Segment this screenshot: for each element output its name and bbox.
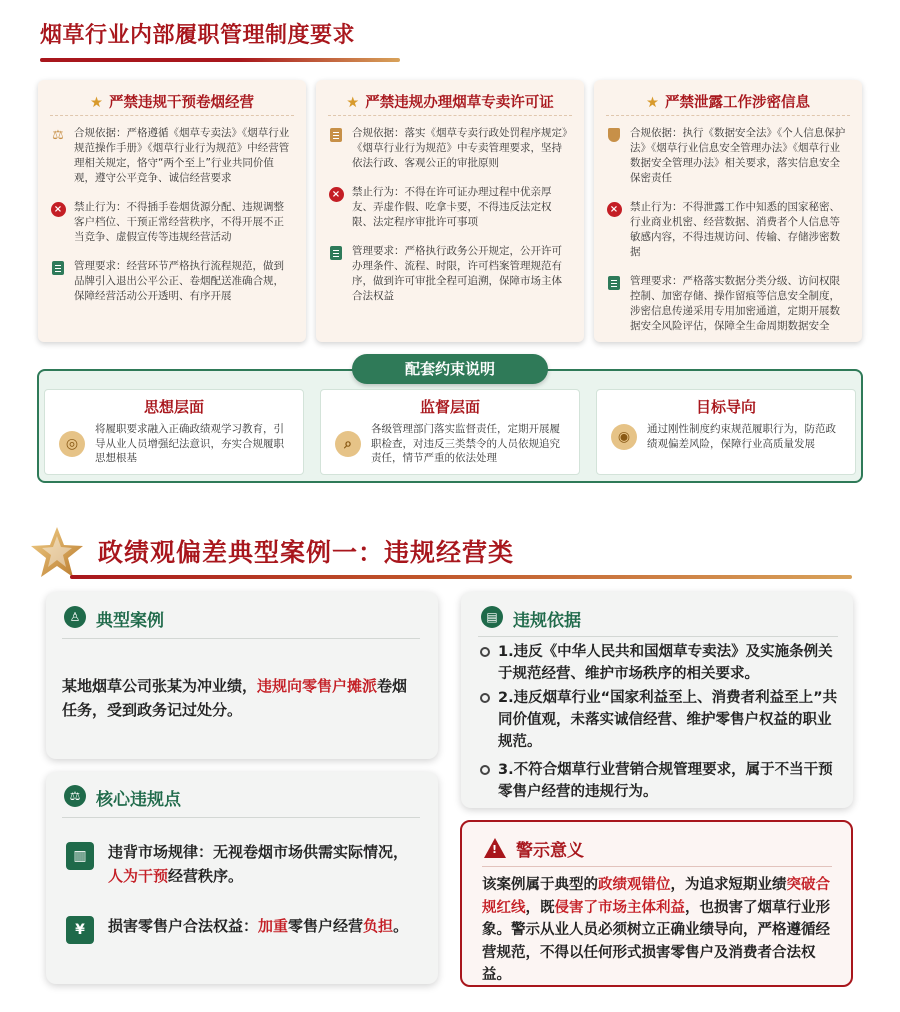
clipboard-icon	[608, 276, 620, 290]
support-item-ideology	[44, 389, 304, 475]
divider	[478, 636, 838, 637]
case-text: 某地烟草公司张某为冲业绩，违规向零售户摊派卷烟任务，受到政务记过处分。	[62, 677, 408, 719]
rule-card-secrets	[594, 80, 862, 342]
warning-title: 警示意义	[516, 841, 584, 861]
core-item: ¥ 损害零售户合法权益：加重零售户经营负担。	[66, 914, 416, 944]
bullet-icon	[480, 647, 490, 657]
support-item-supervision	[320, 389, 580, 475]
rule-card-license	[316, 80, 584, 342]
rule-card-operation	[38, 80, 306, 342]
support-item-text: 将履职要求融入正确政绩观学习教育，引导从业人员增强纪法意识，夯实合规履职思想根基	[95, 423, 284, 464]
target-icon: ◉	[611, 424, 637, 450]
core-item: ▥ 违背市场规律：无视卷烟市场供需实际情况，人为干预经营秩序。	[66, 840, 416, 888]
bullet-icon	[480, 693, 490, 703]
bar-chart-icon: ▥	[66, 842, 94, 870]
support-item-text: 各级管理部门落实监督责任，定期开展履职检查，对违反三类禁令的人员依规追究责任，情节严重的依法处理	[371, 423, 560, 464]
star-icon: ★	[646, 95, 659, 111]
x-circle-icon: ×	[51, 202, 66, 217]
open-book-icon: ▤	[481, 606, 503, 628]
magnifier-document-icon: ⌕	[335, 431, 361, 457]
basis-item: 1.违反《中华人民共和国烟草专卖法》及实施条例关于规范经营、维护市场秩序的相关要求。	[480, 641, 842, 685]
hand-coin-icon: ¥	[66, 916, 94, 944]
management-text: 管理要求：经营环节严格执行流程规范，做到品牌引入退出公平公正、卷烟配送准确合规，保障经营活动公开透明、有序开展	[74, 260, 284, 302]
star-icon: ★	[346, 95, 360, 111]
prohibited-text: 禁止行为：不得泄露工作中知悉的国家秘密、行业商业机密、经营数据、消费者个人信息等敏感内容，不得违规访问、传输、存储涉密数据	[630, 201, 840, 258]
support-item-title: 目标导向	[695, 398, 756, 416]
basis-text: 合规依据：执行《数据安全法》《个人信息保护法》《烟草行业信息安全管理办法》《烟草行业数据安全管理办法》相关要求，落实信息安全保密责任	[630, 127, 846, 184]
x-circle-icon: ×	[329, 187, 344, 202]
management-text: 管理要求：严格执行政务公开规定，公开许可办理条件、流程、时限，许可档案管理规范有序，做到许可审批全程可追溯，保障市场主体合法权益	[352, 245, 562, 302]
document-icon	[330, 128, 342, 142]
star-icon: ★	[90, 95, 103, 111]
card-title: 严禁违规办理烟草专卖许可证	[365, 95, 554, 111]
core-title: 核心违规点	[96, 790, 181, 810]
divider	[482, 866, 832, 867]
support-item-text: 通过刚性制度约束规范履职行为，防范政绩观偏差风险，保障行业高质量发展	[647, 423, 836, 450]
support-item-title: 思想层面	[143, 398, 204, 416]
bullet-icon	[480, 765, 490, 775]
prohibited-text: 禁止行为：不得在许可证办理过程中优亲厚友、弄虚作假、吃拿卡要，不得违反法定权限、法定程序审批许可事项	[352, 186, 552, 228]
clipboard-icon	[52, 261, 64, 275]
head-gear-icon: ◎	[59, 431, 85, 457]
gavel-icon: ⚖	[52, 127, 64, 143]
person-lock-icon: ♙	[64, 606, 86, 628]
basis-title: 违规依据	[513, 611, 581, 631]
warning-panel: ! 警示意义 该案例属于典型的政绩观错位，为追求短期业绩突破合规红线，既侵害了市场主体利益，也损害了烟草行业形象。警示从业人员必须树立正确业绩导向，严格遵循经营规范，不得以任何形式损害零售户及消费者合法权益。	[460, 820, 853, 987]
divider	[62, 638, 420, 639]
card-title: 严禁泄露工作涉密信息	[665, 95, 810, 111]
card-title: 严禁违规干预卷烟经营	[109, 95, 254, 111]
clipboard-icon	[330, 246, 342, 260]
support-item-title: 监督层面	[419, 398, 480, 416]
basis-text: 合规依据：严格遵循《烟草专卖法》《烟草行业规范操作手册》《烟草行业行为规范》中经营管理相关规定，恪守“两个至上”行业共同价值观，遵守公平竞争、诚信经营要求	[74, 127, 290, 184]
star-icon	[28, 524, 86, 582]
section-title: 烟草行业内部履职管理制度要求	[40, 23, 356, 48]
title-underline	[70, 575, 852, 579]
prohibited-text: 禁止行为：不得插手卷烟货源分配、违规调整客户档位、干预正常经营秩序，不得开展不正当竞争、虚假宣传等违规经营活动	[74, 201, 284, 243]
shield-icon	[608, 128, 620, 142]
warning-text: 该案例属于典型的政绩观错位，为追求短期业绩突破合规红线，既侵害了市场主体利益，也损害了烟草行业形象。警示从业人员必须树立正确业绩导向，严格遵循经营规范，不得以任何形式损害零售户及消费者合法权益。	[482, 877, 830, 983]
case-section-title: 政绩观偏差典型案例一：违规经营类	[98, 538, 515, 567]
basis-text: 合规依据：落实《烟草专卖行政处罚程序规定》《烟草行业行为规范》中专卖管理要求，坚持依法行政、客观公正的审批原则	[352, 127, 568, 169]
basis-item: 2.违反烟草行业“国家利益至上、消费者利益至上”共同价值观，未落实诚信经营、维护零售户权益的职业规范。	[480, 687, 842, 753]
divider	[62, 817, 420, 818]
management-text: 管理要求：严格落实数据分类分级、访问权限控制、加密存储、操作留痕等信息安全制度，涉密信息传递采用专用加密通道，定期开展数据安全风险评估，保障全生命周期数据安全	[630, 275, 840, 332]
basis-item: 3.不符合烟草行业营销合规管理要求，属于不当干预零售户经营的违规行为。	[480, 759, 842, 803]
support-item-goal	[596, 389, 856, 475]
support-label: 配套约束说明	[352, 354, 548, 384]
x-circle-icon: ×	[607, 202, 622, 217]
case-title: 典型案例	[96, 611, 164, 631]
title-underline	[40, 58, 400, 62]
scales-icon: ⚖	[64, 785, 86, 807]
